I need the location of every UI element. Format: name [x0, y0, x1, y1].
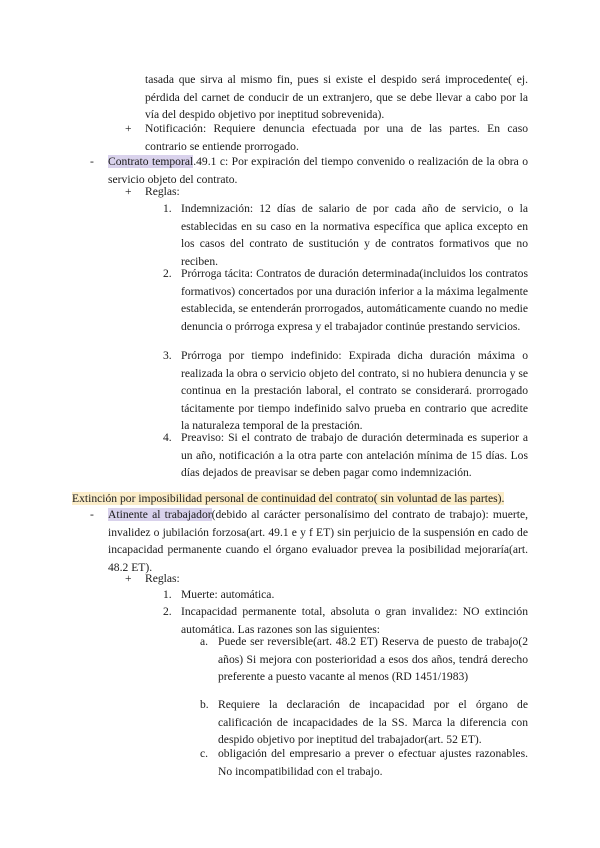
bullet-dash: -	[90, 508, 94, 521]
razon-ajustes: obligación del empresario a prever o efectuar ajustes razonables. No incompatibilidad con el trabajo.	[218, 747, 528, 778]
razon-reversible: Puede ser reversible(art. 48.2 ET) Reserva de puesto de trabajo(2 años) Si mejora con posterioridad a esos dos años, tendrá derecho preferente a puesto vacante al menos (RD 1451/1983)	[218, 635, 528, 684]
bullet-plus: +	[125, 572, 132, 585]
reglas-label: Reglas:	[145, 572, 180, 585]
notificacion-paragraph: Notificación: Requiere denuncia efectuada por una de las partes. En caso contrario se entiende prorrogado.	[145, 122, 528, 153]
list-letter: a.	[200, 635, 209, 648]
list-number: 1.	[163, 588, 172, 601]
razon-declaracion: Requiere la declaración de incapacidad por el órgano de calificación de incapacidades de la SS. Marca la diferencia con despido objetivo por ineptitud del trabajador(art. 52 ET).	[218, 698, 528, 747]
atinente-highlight: Atinente al trabajador	[108, 508, 212, 521]
bullet-plus: +	[125, 185, 132, 198]
section-heading	[72, 490, 532, 508]
atinente-paragraph	[108, 506, 528, 576]
regla-prorroga-tacita: Prórroga tácita: Contratos de duración determinada(incluidos los contratos formativos) concertados por una duración inferior a la máxima legalmente establecida, se entenderán prorrogados, automáticamente cuando no medie denuncia o prórroga expresa y el trabajador continúe prestando servicios.	[181, 267, 528, 333]
regla-indemnizacion: Indemnización: 12 días de salario de por cada año de servicio, o la establecidas en su caso en la normativa específica que aplica excepto en los casos del contrato de sustitución y de contratos formativos que no reciben.	[181, 202, 528, 268]
atinente-text: (debido al carácter personalísimo del contrato de trabajo): muerte, invalidez o jubilación forzosa(art. 49.1 e y f ET) sin perjuicio de la suspensión en cado de incapacidad permanente cuando el órgano evaluador prevea la posibilidad mejoraría(art. 48.2 ET).	[108, 508, 529, 574]
regla-incapacidad: Incapacidad permanente total, absoluta o gran invalidez: NO extinción automática. Las razones son las siguientes:	[181, 605, 528, 636]
reglas-label: Reglas:	[145, 185, 180, 198]
list-letter: c.	[200, 747, 209, 760]
contrato-temporal-highlight: Contrato temporal	[108, 155, 194, 168]
list-number: 4.	[163, 431, 172, 444]
bullet-dash: -	[90, 155, 94, 168]
regla-prorroga-indefinido: Prórroga por tiempo indefinido: Expirada dicha duración máxima o realizada la obra o servicio objeto del contrato, si no hubiera denuncia y se continua en la prestación laboral, el contrato se considerará. prorrogado tácitamente por tiempo indefinido salvo prueba en contrario que acredite la naturaleza temporal de la prestación.	[181, 349, 528, 433]
list-letter: b.	[200, 698, 209, 711]
list-number: 2.	[163, 267, 172, 280]
regla-preaviso: Preaviso: Si el contrato de trabajo de duración determinada es superior a un año, notificación a la otra parte con antelación mínima de 15 días. Los días dejados de preavisar se deben pagar como indemnización.	[181, 431, 528, 480]
bullet-plus: +	[125, 122, 132, 135]
heading-highlight: Extinción por imposibilidad personal de continuidad del contrato( sin voluntad de las partes).	[72, 492, 505, 505]
contrato-temporal-text: .49.1 c: Por expiración del tiempo convenido o realización de la obra o servicio objeto del contrato.	[108, 155, 528, 186]
regla-muerte: Muerte: automática.	[181, 588, 275, 601]
list-number: 2.	[163, 605, 172, 618]
paragraph-continuation: tasada que sirva al mismo fin, pues si existe el despido será improcedente( ej. pérdida del carnet de conducir de un extranjero, que se debe llevar a cabo por la vía del despido objetivo por ineptitud sobrevenida).	[145, 73, 528, 122]
list-number: 1.	[163, 202, 172, 215]
list-number: 3.	[163, 349, 172, 362]
